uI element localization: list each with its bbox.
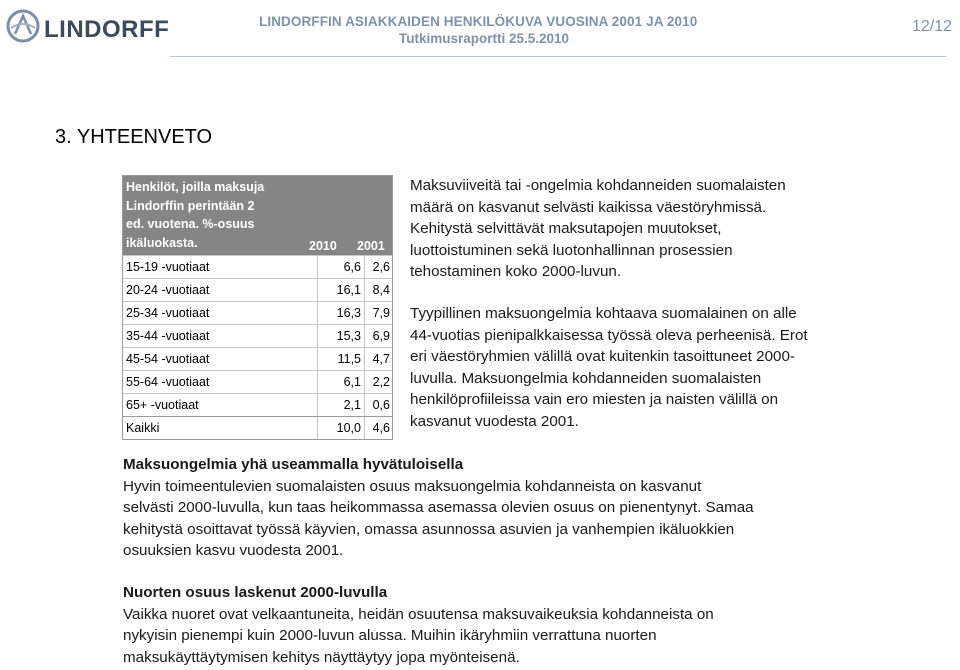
value-2010: 15,3 bbox=[318, 325, 365, 347]
paragraph-intro bbox=[410, 175, 786, 283]
section-heading: Maksuongelmia yhä useammalla hyvätuloisella bbox=[123, 456, 464, 473]
table-row bbox=[123, 370, 392, 393]
table-header-line: Lindorffin perintään 2 bbox=[126, 198, 255, 213]
data-table bbox=[122, 175, 393, 440]
text-line: Kehitystä selvittävät maksutapojen muutokset, bbox=[410, 220, 722, 237]
text-line: eri väestöryhmien välillä ovat kuitenkin tasoittuneet 2000- bbox=[410, 348, 795, 365]
section-wealthy bbox=[123, 454, 754, 562]
value-2001: 4,6 bbox=[372, 421, 390, 435]
text-line: Hyvin toimeentulevien suomalaisten osuus maksuongelmia kohdanneista on kasvanut bbox=[123, 477, 702, 495]
value-2001: 8,4 bbox=[372, 283, 390, 297]
text-line: henkilöprofiileissa vain ero miesten ja naisten välillä on bbox=[410, 391, 779, 408]
text-line: 44-vuotias pienipalkkaisessa työssä oleva perheenisä. Erot bbox=[410, 326, 808, 344]
text-line: osuuksien kasvu vuodesta 2001. bbox=[123, 542, 344, 559]
report-subtitle: Tutkimusraportti 25.5.2010 bbox=[399, 31, 570, 46]
table-row bbox=[123, 347, 392, 370]
text-line: Maksuviiveitä tai -ongelmia kohdanneiden suomalaisten bbox=[410, 177, 786, 194]
section-heading: Nuorten osuus laskenut 2000-luvulla bbox=[123, 584, 388, 601]
column-header-2010: 2010 bbox=[309, 239, 337, 253]
row-label: 65+ -vuotiaat bbox=[123, 394, 318, 416]
table-header-line: ikäluokasta. bbox=[126, 235, 198, 250]
paragraph-typical bbox=[410, 303, 808, 432]
value-2001: 4,7 bbox=[372, 352, 390, 366]
row-label: 55-64 -vuotiaat bbox=[123, 371, 318, 393]
table-row-total bbox=[123, 416, 392, 439]
text-line: määrä on kasvanut selvästi kaikissa väestöryhmissä. bbox=[410, 198, 767, 216]
table-row bbox=[123, 324, 392, 347]
table-body bbox=[123, 255, 392, 416]
text-line: tehostaminen koko 2000-luvun. bbox=[410, 263, 622, 280]
table-header-line: ed. vuotena. %-osuus bbox=[126, 217, 255, 231]
value-2010: 16,1 bbox=[318, 279, 365, 301]
table-header bbox=[123, 176, 392, 255]
value-2001: 0,6 bbox=[372, 398, 390, 412]
row-label: 45-54 -vuotiaat bbox=[123, 348, 318, 370]
row-label: 15-19 -vuotiaat bbox=[123, 256, 318, 278]
text-line: Tyypillinen maksuongelmia kohtaava suomalainen on alle bbox=[410, 305, 797, 322]
value-2010: 6,1 bbox=[318, 371, 365, 393]
text-line: Vaikka nuoret ovat velkaantuneita, heidän osuutensa maksuvaikeuksia kohdanneista on bbox=[123, 605, 714, 623]
text-line: luvulla. Maksuongelmia kohdanneiden suomalaisten bbox=[410, 369, 762, 387]
text-line: maksukäyttäytymisen kehitys näyttäytyy jopa myönteisenä. bbox=[123, 648, 520, 666]
value-2010: 16,3 bbox=[318, 302, 365, 324]
table-row bbox=[123, 278, 392, 301]
value-2010: 10,0 bbox=[318, 417, 365, 439]
value-2001: 6,9 bbox=[372, 329, 390, 343]
lindorff-logo-icon bbox=[6, 6, 40, 46]
row-label: 25-34 -vuotiaat bbox=[123, 302, 318, 324]
table-row bbox=[123, 301, 392, 324]
section-youth bbox=[123, 582, 714, 668]
page-number: 12/12 bbox=[912, 18, 953, 35]
value-2001: 7,9 bbox=[372, 306, 390, 320]
section-title: 3. YHTEENVETO bbox=[55, 126, 213, 148]
table-row bbox=[123, 255, 392, 278]
table-row bbox=[123, 393, 392, 416]
row-label: 20-24 -vuotiaat bbox=[123, 279, 318, 301]
header-divider bbox=[170, 56, 946, 57]
value-2010: 11,5 bbox=[318, 348, 365, 370]
table-header-line: Henkilöt, joilla maksuja bbox=[126, 180, 265, 194]
text-line: kehitystä osoittavat työssä käyvien, omassa asunnossa asuvien ja vanhempien ikäluokkien bbox=[123, 520, 735, 538]
text-line: nykyisin pienempi kuin 2000-luvun alussa. Muihin ikäryhmiin verrattuna nuorten bbox=[123, 627, 657, 644]
logo-wordmark: LINDORFF bbox=[44, 16, 170, 43]
column-header-2001: 2001 bbox=[357, 239, 385, 253]
text-line: selvästi 2000-luvulla, kun taas heikommassa asemassa olevien osuus on pienentynyt. Samaa bbox=[123, 499, 754, 516]
row-label: 35-44 -vuotiaat bbox=[123, 325, 318, 347]
value-2001: 2,2 bbox=[372, 375, 390, 389]
value-2010: 2,1 bbox=[318, 394, 365, 416]
report-title: LINDORFFIN ASIAKKAIDEN HENKILÖKUVA VUOSINA 2001 JA 2010 bbox=[259, 14, 698, 29]
text-line: luottoistuminen sekä luotonhallinnan prosessien bbox=[410, 241, 733, 259]
lindorff-logo bbox=[6, 6, 170, 50]
text-line: kasvanut vuodesta 2001. bbox=[410, 412, 579, 430]
value-2010: 6,6 bbox=[318, 256, 365, 278]
value-2001: 2,6 bbox=[372, 260, 390, 274]
row-label: Kaikki bbox=[123, 417, 318, 439]
